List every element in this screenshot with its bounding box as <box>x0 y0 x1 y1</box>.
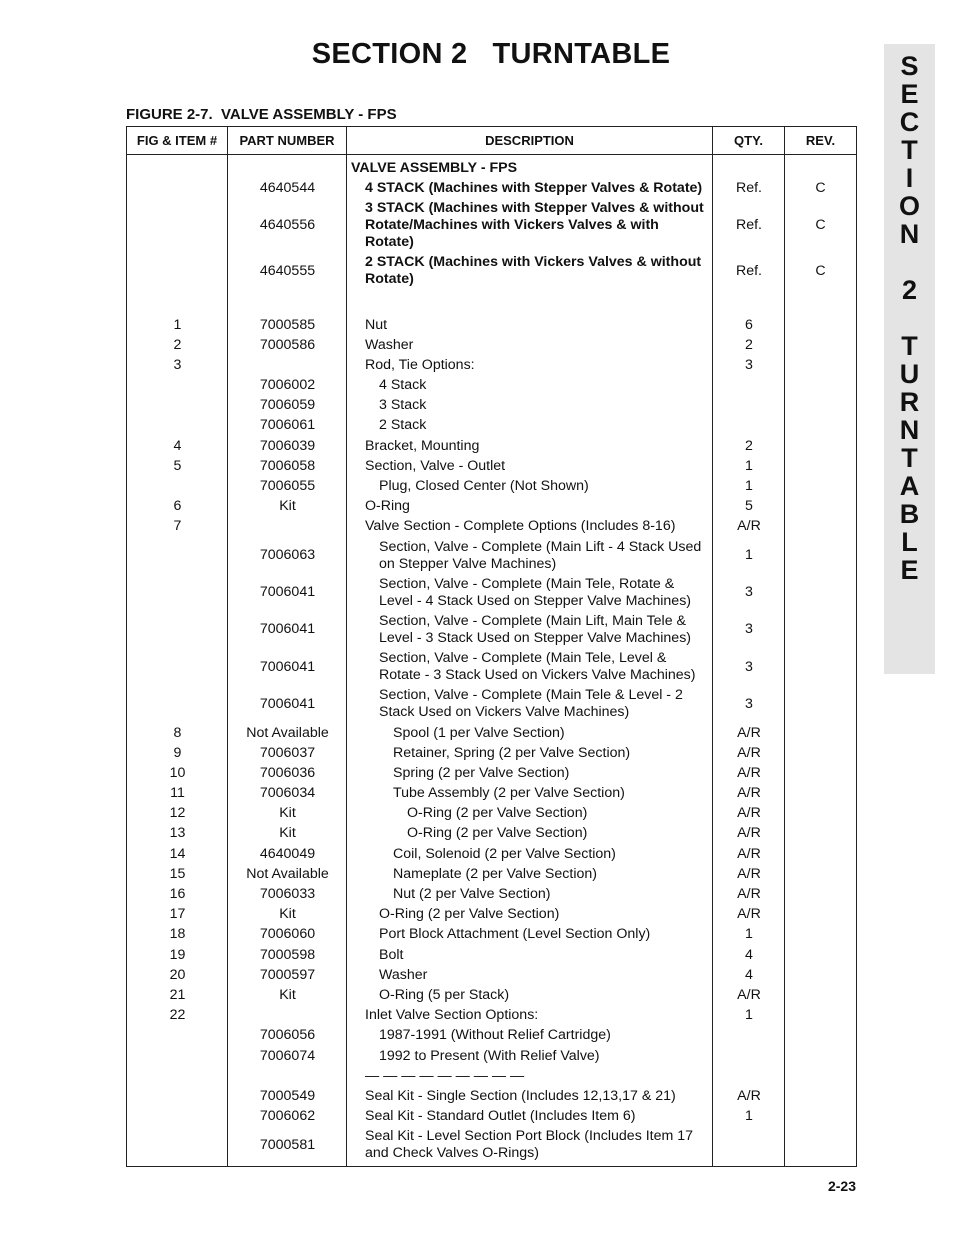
side-tab-letter: T <box>901 135 918 165</box>
qty-cell <box>713 291 785 313</box>
side-tab-letter: L <box>901 527 918 557</box>
description-cell: Port Block Attachment (Level Section Only) <box>379 926 651 943</box>
side-tab-letters <box>884 52 935 584</box>
rev-cell <box>785 1068 856 1085</box>
table-row <box>127 517 856 537</box>
rev-cell: C <box>815 262 826 279</box>
qty-cell <box>713 1027 785 1044</box>
rev-cell <box>785 160 856 177</box>
description-cell: Seal Kit - Single Section (Includes 12,13,17 & 21) <box>365 1087 676 1104</box>
fig-item-cell: 13 <box>169 825 186 842</box>
part-number-cell <box>228 160 347 177</box>
part-number-cell: 7000598 <box>259 946 316 963</box>
part-number-cell: Kit <box>279 805 296 822</box>
description-cell: Nut (2 per Valve Section) <box>393 886 551 903</box>
header-description: DESCRIPTION <box>347 127 713 154</box>
rev-cell: C <box>815 179 826 196</box>
qty-cell: A/R <box>737 785 761 802</box>
fig-item-cell <box>127 1048 228 1065</box>
side-tab-letter: I <box>905 163 914 193</box>
figure-caption: FIGURE 2-7. VALVE ASSEMBLY - FPS <box>126 106 397 123</box>
fig-item-cell <box>127 397 228 414</box>
side-tab-letter: A <box>899 471 920 501</box>
table-row <box>127 178 856 198</box>
rev-cell <box>785 291 856 313</box>
qty-cell: A/R <box>737 1087 761 1104</box>
table-row <box>127 804 856 824</box>
fig-item-cell <box>127 576 228 610</box>
qty-cell: 2 <box>745 437 753 454</box>
description-cell: — — — — — — — — — <box>365 1067 525 1084</box>
qty-cell <box>713 417 785 434</box>
fig-item-cell: 5 <box>173 457 182 474</box>
description-cell: Section, Valve - Complete (Main Tele, Rotate & Level - 4 Stack Used on Stepper Valve Machines) <box>379 575 692 609</box>
table-row <box>127 476 856 496</box>
rev-cell <box>785 785 856 802</box>
parts-table <box>126 126 857 1167</box>
part-number-cell: 7006061 <box>259 417 316 434</box>
qty-cell: Ref. <box>735 216 763 233</box>
rev-cell <box>785 846 856 863</box>
qty-cell: A/R <box>737 518 761 535</box>
fig-item-cell: 16 <box>169 886 186 903</box>
part-number-cell: Not Available <box>246 865 329 882</box>
table-row <box>127 537 856 574</box>
fig-item-cell: 11 <box>170 785 185 802</box>
qty-cell: 3 <box>745 584 753 601</box>
side-tab-letter: E <box>900 555 919 585</box>
fig-item-cell: 4 <box>173 437 182 454</box>
rev-cell <box>785 377 856 394</box>
description-cell: Seal Kit - Standard Outlet (Includes Item 6) <box>365 1108 636 1125</box>
part-number-cell: 4640556 <box>259 216 316 233</box>
part-number-cell: Kit <box>279 825 296 842</box>
table-row <box>127 396 856 416</box>
description-cell: Spring (2 per Valve Section) <box>393 764 570 781</box>
part-number-cell: 7006002 <box>259 377 316 394</box>
part-number-cell: 7000549 <box>259 1087 316 1104</box>
rev-cell <box>785 725 856 742</box>
qty-cell <box>713 1068 785 1085</box>
fig-item-cell <box>127 291 228 313</box>
side-tab-letter: S <box>900 51 919 81</box>
fig-item-cell: 22 <box>169 1007 186 1024</box>
table-row <box>127 985 856 1005</box>
fig-item-cell <box>127 254 228 288</box>
rev-cell <box>785 967 856 984</box>
fig-item-cell: 9 <box>173 744 182 761</box>
rev-cell <box>785 906 856 923</box>
table-row <box>127 611 856 648</box>
description-cell: O-Ring (5 per Stack) <box>379 986 510 1003</box>
fig-item-cell: 20 <box>169 966 186 983</box>
fig-item-cell: 8 <box>173 724 182 741</box>
table-row <box>127 784 856 804</box>
table-row <box>127 376 856 396</box>
rev-cell <box>785 397 856 414</box>
qty-cell: 3 <box>745 695 753 712</box>
table-row <box>127 844 856 864</box>
qty-cell: A/R <box>737 764 761 781</box>
header-part-number: PART NUMBER <box>228 127 347 154</box>
qty-cell: 5 <box>745 498 753 515</box>
description-cell: VALVE ASSEMBLY - FPS <box>351 159 518 176</box>
description-cell: Nameplate (2 per Valve Section) <box>393 865 597 882</box>
qty-cell: 1 <box>745 457 753 474</box>
part-number-cell: 7006037 <box>259 744 316 761</box>
side-tab-letter: 2 <box>901 275 918 305</box>
description-cell: 4 STACK (Machines with Stepper Valves & Rotate) <box>365 179 703 196</box>
side-tab-letter: O <box>898 191 920 221</box>
table-body <box>127 155 856 1166</box>
side-tab-letter <box>884 304 935 332</box>
table-row <box>127 824 856 844</box>
header-qty: QTY. <box>713 127 785 154</box>
table-row <box>127 743 856 763</box>
part-number-cell: 4640049 <box>259 845 316 862</box>
rev-cell <box>785 650 856 684</box>
table-row <box>127 456 856 476</box>
fig-item-cell: 3 <box>173 356 182 373</box>
rev-cell <box>785 613 856 647</box>
rev-cell <box>785 438 856 455</box>
rev-cell <box>785 539 856 573</box>
rev-cell <box>785 805 856 822</box>
table-row <box>127 1107 856 1127</box>
table-spacer <box>127 1164 856 1166</box>
table-row <box>127 1006 856 1026</box>
qty-cell: 4 <box>745 966 753 983</box>
qty-cell: Ref. <box>735 262 763 279</box>
fig-item-cell <box>127 1088 228 1105</box>
qty-cell <box>713 377 785 394</box>
part-number-cell: 4640555 <box>259 262 316 279</box>
table-row <box>127 1127 856 1164</box>
description-cell: O-Ring <box>365 498 410 515</box>
side-tab-letter: B <box>899 499 920 529</box>
table-row <box>127 925 856 945</box>
description-cell: Section, Valve - Complete (Main Tele, Level & Rotate - 3 Stack Used on Vickers Valve Machines) <box>379 650 696 684</box>
qty-cell: 1 <box>745 926 753 943</box>
qty-cell: A/R <box>737 805 761 822</box>
description-cell: Rod, Tie Options: <box>365 356 475 373</box>
description-cell: 3 Stack <box>379 397 427 414</box>
table-row <box>127 436 856 456</box>
description-cell: Washer <box>379 966 428 983</box>
qty-cell: A/R <box>737 865 761 882</box>
rev-cell <box>785 987 856 1004</box>
description-cell: Bracket, Mounting <box>365 437 480 454</box>
rev-cell <box>785 576 856 610</box>
table-row <box>127 290 856 315</box>
qty-cell: 1 <box>745 1108 753 1125</box>
part-number-cell: 7006074 <box>259 1047 316 1064</box>
description-cell: Tube Assembly (2 per Valve Section) <box>393 785 625 802</box>
qty-cell: 1 <box>745 1007 753 1024</box>
table-row <box>127 884 856 904</box>
qty-cell <box>713 397 785 414</box>
header-fig-item: FIG & ITEM # <box>127 127 228 154</box>
qty-cell: A/R <box>737 825 761 842</box>
fig-item-cell: 17 <box>169 906 186 923</box>
qty-cell: A/R <box>737 886 761 903</box>
qty-cell: A/R <box>737 986 761 1003</box>
description-cell: Coil, Solenoid (2 per Valve Section) <box>393 845 616 862</box>
description-cell: Retainer, Spring (2 per Valve Section) <box>393 744 631 761</box>
part-number-cell: Kit <box>279 906 296 923</box>
fig-item-cell <box>127 180 228 197</box>
description-cell: Spool (1 per Valve Section) <box>393 724 565 741</box>
table-row <box>127 1066 856 1086</box>
description-cell: Washer <box>365 336 414 353</box>
qty-cell: 3 <box>745 356 753 373</box>
qty-cell: Ref. <box>735 179 763 196</box>
rev-cell <box>785 458 856 475</box>
rev-cell <box>785 687 856 721</box>
rev-cell <box>785 498 856 515</box>
part-number-cell: 7006056 <box>259 1027 316 1044</box>
rev-cell <box>785 1027 856 1044</box>
part-number-cell: Not Available <box>246 724 329 741</box>
qty-cell: 1 <box>745 547 753 564</box>
part-number-cell <box>228 1068 347 1085</box>
qty-cell: 3 <box>745 658 753 675</box>
part-number-cell: 4640544 <box>259 179 316 196</box>
rev-cell <box>785 337 856 354</box>
rev-cell <box>785 317 856 334</box>
part-number-cell: 7000586 <box>259 336 316 353</box>
section-side-tab <box>884 44 935 674</box>
part-number-cell: 7006041 <box>259 584 316 601</box>
part-number-cell: 7006058 <box>259 457 316 474</box>
description-cell: Section, Valve - Complete (Main Lift - 4 Stack Used on Stepper Valve Machines) <box>379 538 702 572</box>
description-cell: O-Ring (2 per Valve Section) <box>407 805 588 822</box>
fig-item-cell <box>127 200 228 251</box>
part-number-cell: Kit <box>279 986 296 1003</box>
part-number-cell: 7006060 <box>259 926 316 943</box>
fig-item-cell <box>127 687 228 721</box>
table-row <box>127 574 856 611</box>
fig-item-cell <box>127 1027 228 1044</box>
part-number-cell: 7006062 <box>259 1108 316 1125</box>
page-number: 2-23 <box>827 1178 856 1194</box>
page-title: SECTION 2 TURNTABLE <box>311 38 671 70</box>
fig-item-cell: 12 <box>169 805 186 822</box>
table-row <box>127 1086 856 1106</box>
part-number-cell: 7006055 <box>259 478 316 495</box>
rev-cell <box>785 478 856 495</box>
header-rev: REV. <box>805 133 836 148</box>
fig-item-cell <box>127 160 228 177</box>
side-tab-letter: R <box>899 387 920 417</box>
qty-cell: 4 <box>745 946 753 963</box>
description-cell: Bolt <box>379 946 404 963</box>
rev-cell <box>785 518 856 535</box>
side-tab-letter: T <box>901 443 918 473</box>
fig-item-cell <box>127 613 228 647</box>
table-row <box>127 355 856 375</box>
part-number-cell: 7006063 <box>259 547 316 564</box>
fig-item-cell: 1 <box>173 316 182 333</box>
rev-cell <box>785 745 856 762</box>
description-cell: Section, Valve - Complete (Main Tele & Level - 2 Stack Used on Vickers Valve Machines) <box>379 687 683 721</box>
part-number-cell: 7006041 <box>259 658 316 675</box>
part-number-cell: 7006033 <box>259 886 316 903</box>
side-tab-letter: U <box>899 359 920 389</box>
description-cell: O-Ring (2 per Valve Section) <box>407 825 588 842</box>
rev-cell <box>785 1108 856 1125</box>
part-number-cell: 7006059 <box>259 397 316 414</box>
description-cell: 1992 to Present (With Relief Valve) <box>379 1047 600 1064</box>
qty-cell: A/R <box>737 906 761 923</box>
part-number-cell: 7006034 <box>259 785 316 802</box>
table-row <box>127 497 856 517</box>
rev-cell <box>785 1088 856 1105</box>
table-row <box>127 416 856 436</box>
table-row <box>127 1026 856 1046</box>
part-number-cell: 7000581 <box>259 1136 316 1153</box>
qty-cell <box>713 160 785 177</box>
table-row <box>127 723 856 743</box>
description-cell: 3 STACK (Machines with Stepper Valves & without Rotate/Machines with Vickers Valves & with Rotate) <box>365 199 704 250</box>
description-cell: Valve Section - Complete Options (Includes 8-16) <box>365 518 676 535</box>
fig-item-cell: 15 <box>169 865 186 882</box>
part-number-cell <box>228 291 347 313</box>
part-number-cell <box>228 357 347 374</box>
qty-cell: 3 <box>745 621 753 638</box>
table-row <box>127 253 856 290</box>
fig-item-cell: 2 <box>173 336 182 353</box>
part-number-cell: 7000585 <box>259 316 316 333</box>
qty-cell: 6 <box>745 316 753 333</box>
side-tab-letter: C <box>899 107 920 137</box>
table-row <box>127 965 856 985</box>
part-number-cell <box>228 518 347 535</box>
qty-cell: A/R <box>737 744 761 761</box>
side-tab-letter: T <box>901 331 918 361</box>
rev-cell <box>785 866 856 883</box>
fig-item-cell: 6 <box>173 498 182 515</box>
table-row <box>127 649 856 686</box>
description-cell: 2 Stack <box>379 417 427 434</box>
rev-cell <box>785 417 856 434</box>
rev-cell <box>785 1128 856 1162</box>
side-tab-letter: E <box>900 79 919 109</box>
description-cell: Nut <box>365 316 388 333</box>
table-row <box>127 315 856 335</box>
part-number-cell: 7006041 <box>259 695 316 712</box>
description-cell: Section, Valve - Outlet <box>365 457 506 474</box>
part-number-cell: Kit <box>279 498 296 515</box>
rev-cell: C <box>815 216 826 233</box>
part-number-cell: 7006041 <box>259 621 316 638</box>
table-row <box>127 945 856 965</box>
fig-item-cell <box>127 1108 228 1125</box>
rev-cell <box>785 1048 856 1065</box>
table-row <box>127 905 856 925</box>
rev-cell <box>785 886 856 903</box>
qty-cell: 2 <box>745 336 753 353</box>
fig-item-cell <box>127 417 228 434</box>
table-row <box>127 1046 856 1066</box>
table-row <box>127 686 856 723</box>
table-row <box>127 864 856 884</box>
description-cell: 1987-1991 (Without Relief Cartridge) <box>379 1027 611 1044</box>
side-tab-letter: N <box>899 219 920 249</box>
part-number-cell: 7000597 <box>259 966 316 983</box>
rev-cell <box>785 825 856 842</box>
side-tab-letter: N <box>899 415 920 445</box>
rev-cell <box>785 926 856 943</box>
qty-cell: 1 <box>745 478 753 495</box>
fig-item-cell <box>127 1128 228 1162</box>
fig-item-cell <box>127 478 228 495</box>
qty-cell <box>713 1048 785 1065</box>
rev-cell <box>785 1007 856 1024</box>
qty-cell: A/R <box>737 724 761 741</box>
fig-item-cell <box>127 377 228 394</box>
table-header <box>127 127 856 155</box>
rev-cell <box>785 947 856 964</box>
fig-item-cell: 14 <box>169 845 186 862</box>
part-number-cell: 7006039 <box>259 437 316 454</box>
description-cell: 2 STACK (Machines with Vickers Valves & without Rotate) <box>365 254 702 288</box>
description-cell: Inlet Valve Section Options: <box>365 1007 539 1024</box>
fig-item-cell <box>127 650 228 684</box>
rev-cell <box>785 765 856 782</box>
qty-cell <box>713 1128 785 1162</box>
rev-cell <box>785 357 856 374</box>
description-cell <box>347 291 713 313</box>
side-tab-letter <box>884 248 935 276</box>
description-cell: Plug, Closed Center (Not Shown) <box>379 478 589 495</box>
description-cell: 4 Stack <box>379 377 427 394</box>
table-row <box>127 763 856 783</box>
fig-item-cell: 19 <box>169 946 186 963</box>
description-cell: Section, Valve - Complete (Main Lift, Main Tele & Level - 3 Stack Used on Stepper Valve Machines) <box>379 612 692 646</box>
table-row <box>127 335 856 355</box>
table-row <box>127 198 856 252</box>
qty-cell: A/R <box>737 845 761 862</box>
description-cell: Seal Kit - Level Section Port Block (Includes Item 17 and Check Valves O-Rings) <box>365 1128 694 1162</box>
part-number-cell: 7006036 <box>259 764 316 781</box>
fig-item-cell: 10 <box>169 764 186 781</box>
fig-item-cell: 21 <box>169 986 186 1003</box>
fig-item-cell <box>127 1068 228 1085</box>
description-cell: O-Ring (2 per Valve Section) <box>379 906 560 923</box>
fig-item-cell <box>127 539 228 573</box>
part-number-cell <box>228 1007 347 1024</box>
fig-item-cell: 18 <box>169 926 186 943</box>
table-row <box>127 158 856 178</box>
fig-item-cell: 7 <box>173 518 182 535</box>
